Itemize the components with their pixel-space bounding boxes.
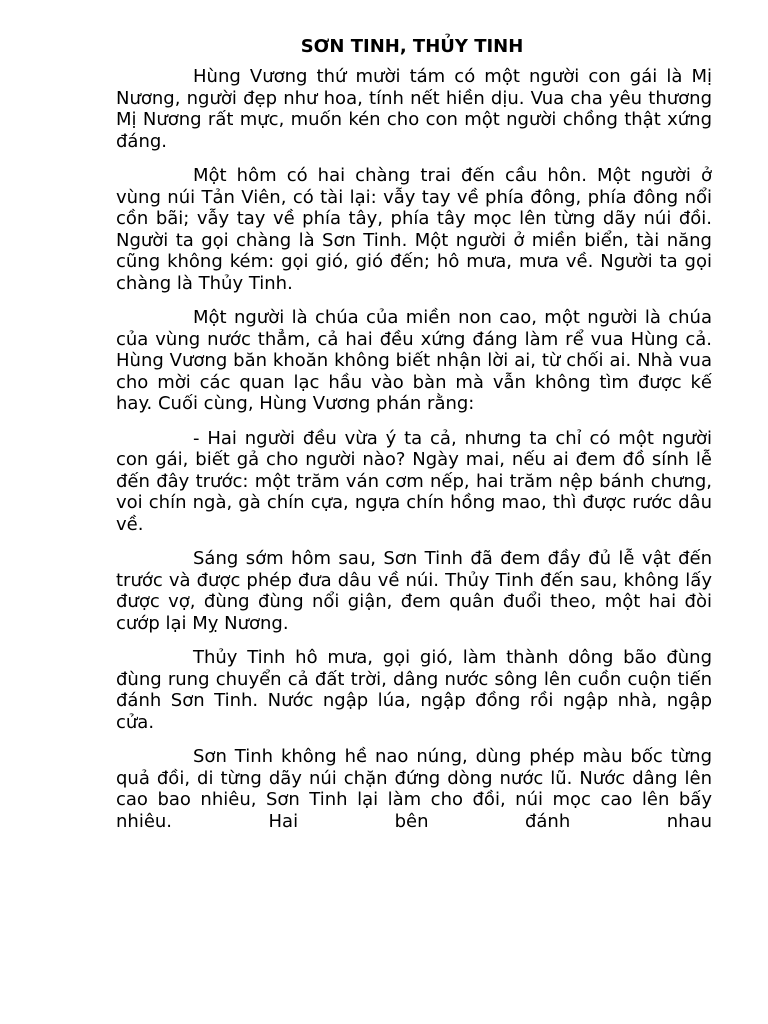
paragraph-7: Sơn Tinh không hề nao núng, dùng phép màu bốc từng quả đồi, di từng dãy núi chặn đứng dòng nước lũ. Nước dâng lên cao bao nhiêu, Sơn Tinh lại làm cho đồi, núi mọc cao lên bấy nhiêu. Hai bên đánh nhau xyxy=(116,746,712,832)
paragraph-3: Một người là chúa của miền non cao, một người là chúa của vùng nước thẳm, cả hai đều xứng đáng làm rể vua Hùng cả. Hùng Vương băn khoăn không biết nhận lời ai, từ chối ai. Nhà vua cho mời các quan lạc hầu vào bàn mà vẫn không tìm được kế hay. Cuối cùng, Hùng Vương phán rằng: xyxy=(116,307,712,414)
document-title: SƠN TINH, THỦY TINH xyxy=(300,36,524,57)
paragraph-6: Thủy Tinh hô mưa, gọi gió, làm thành dông bão đùng đùng rung chuyển cả đất trời, dâng nước sông lên cuồn cuộn tiến đánh Sơn Tinh. Nước ngập lúa, ngập đồng rồi ngập nhà, ngập cửa. xyxy=(116,647,712,733)
paragraph-2: Một hôm có hai chàng trai đến cầu hôn. Một người ở vùng núi Tản Viên, có tài lại: vẫy tay về phía đông, phía đông nổi cồn bãi; vẫy tay về phía tây, phía tây mọc lên từng dãy núi đồi. Người ta gọi chàng là Sơn Tinh. Một người ở miền biển, tài năng cũng không kém: gọi gió, gió đến; hô mưa, mưa về. Người ta gọi chàng là Thủy Tinh. xyxy=(116,165,712,294)
document-body xyxy=(116,66,712,845)
paragraph-4: - Hai người đều vừa ý ta cả, nhưng ta chỉ có một người con gái, biết gả cho người nào? Ngày mai, nếu ai đem đồ sính lễ đến đây trước: một trăm ván cơm nếp, hai trăm nệp bánh chưng, voi chín ngà, gà chín cựa, ngựa chín hồng mao, thì được rước dâu về. xyxy=(116,427,712,535)
paragraph-1: Hùng Vương thứ mười tám có một người con gái là Mị Nương, người đẹp như hoa, tính nết hiền dịu. Vua cha yêu thương Mị Nương rất mực, muốn kén cho con một người chồng thật xứng đáng. xyxy=(116,66,712,152)
paragraph-5: Sáng sớm hôm sau, Sơn Tinh đã đem đầy đủ lễ vật đến trước và được phép đưa dâu về núi. Thủy Tinh đến sau, không lấy được vợ, đùng đùng nổi giận, đem quân đuổi theo, một hai đòi cướp lại Mỵ Nương. xyxy=(116,548,712,634)
